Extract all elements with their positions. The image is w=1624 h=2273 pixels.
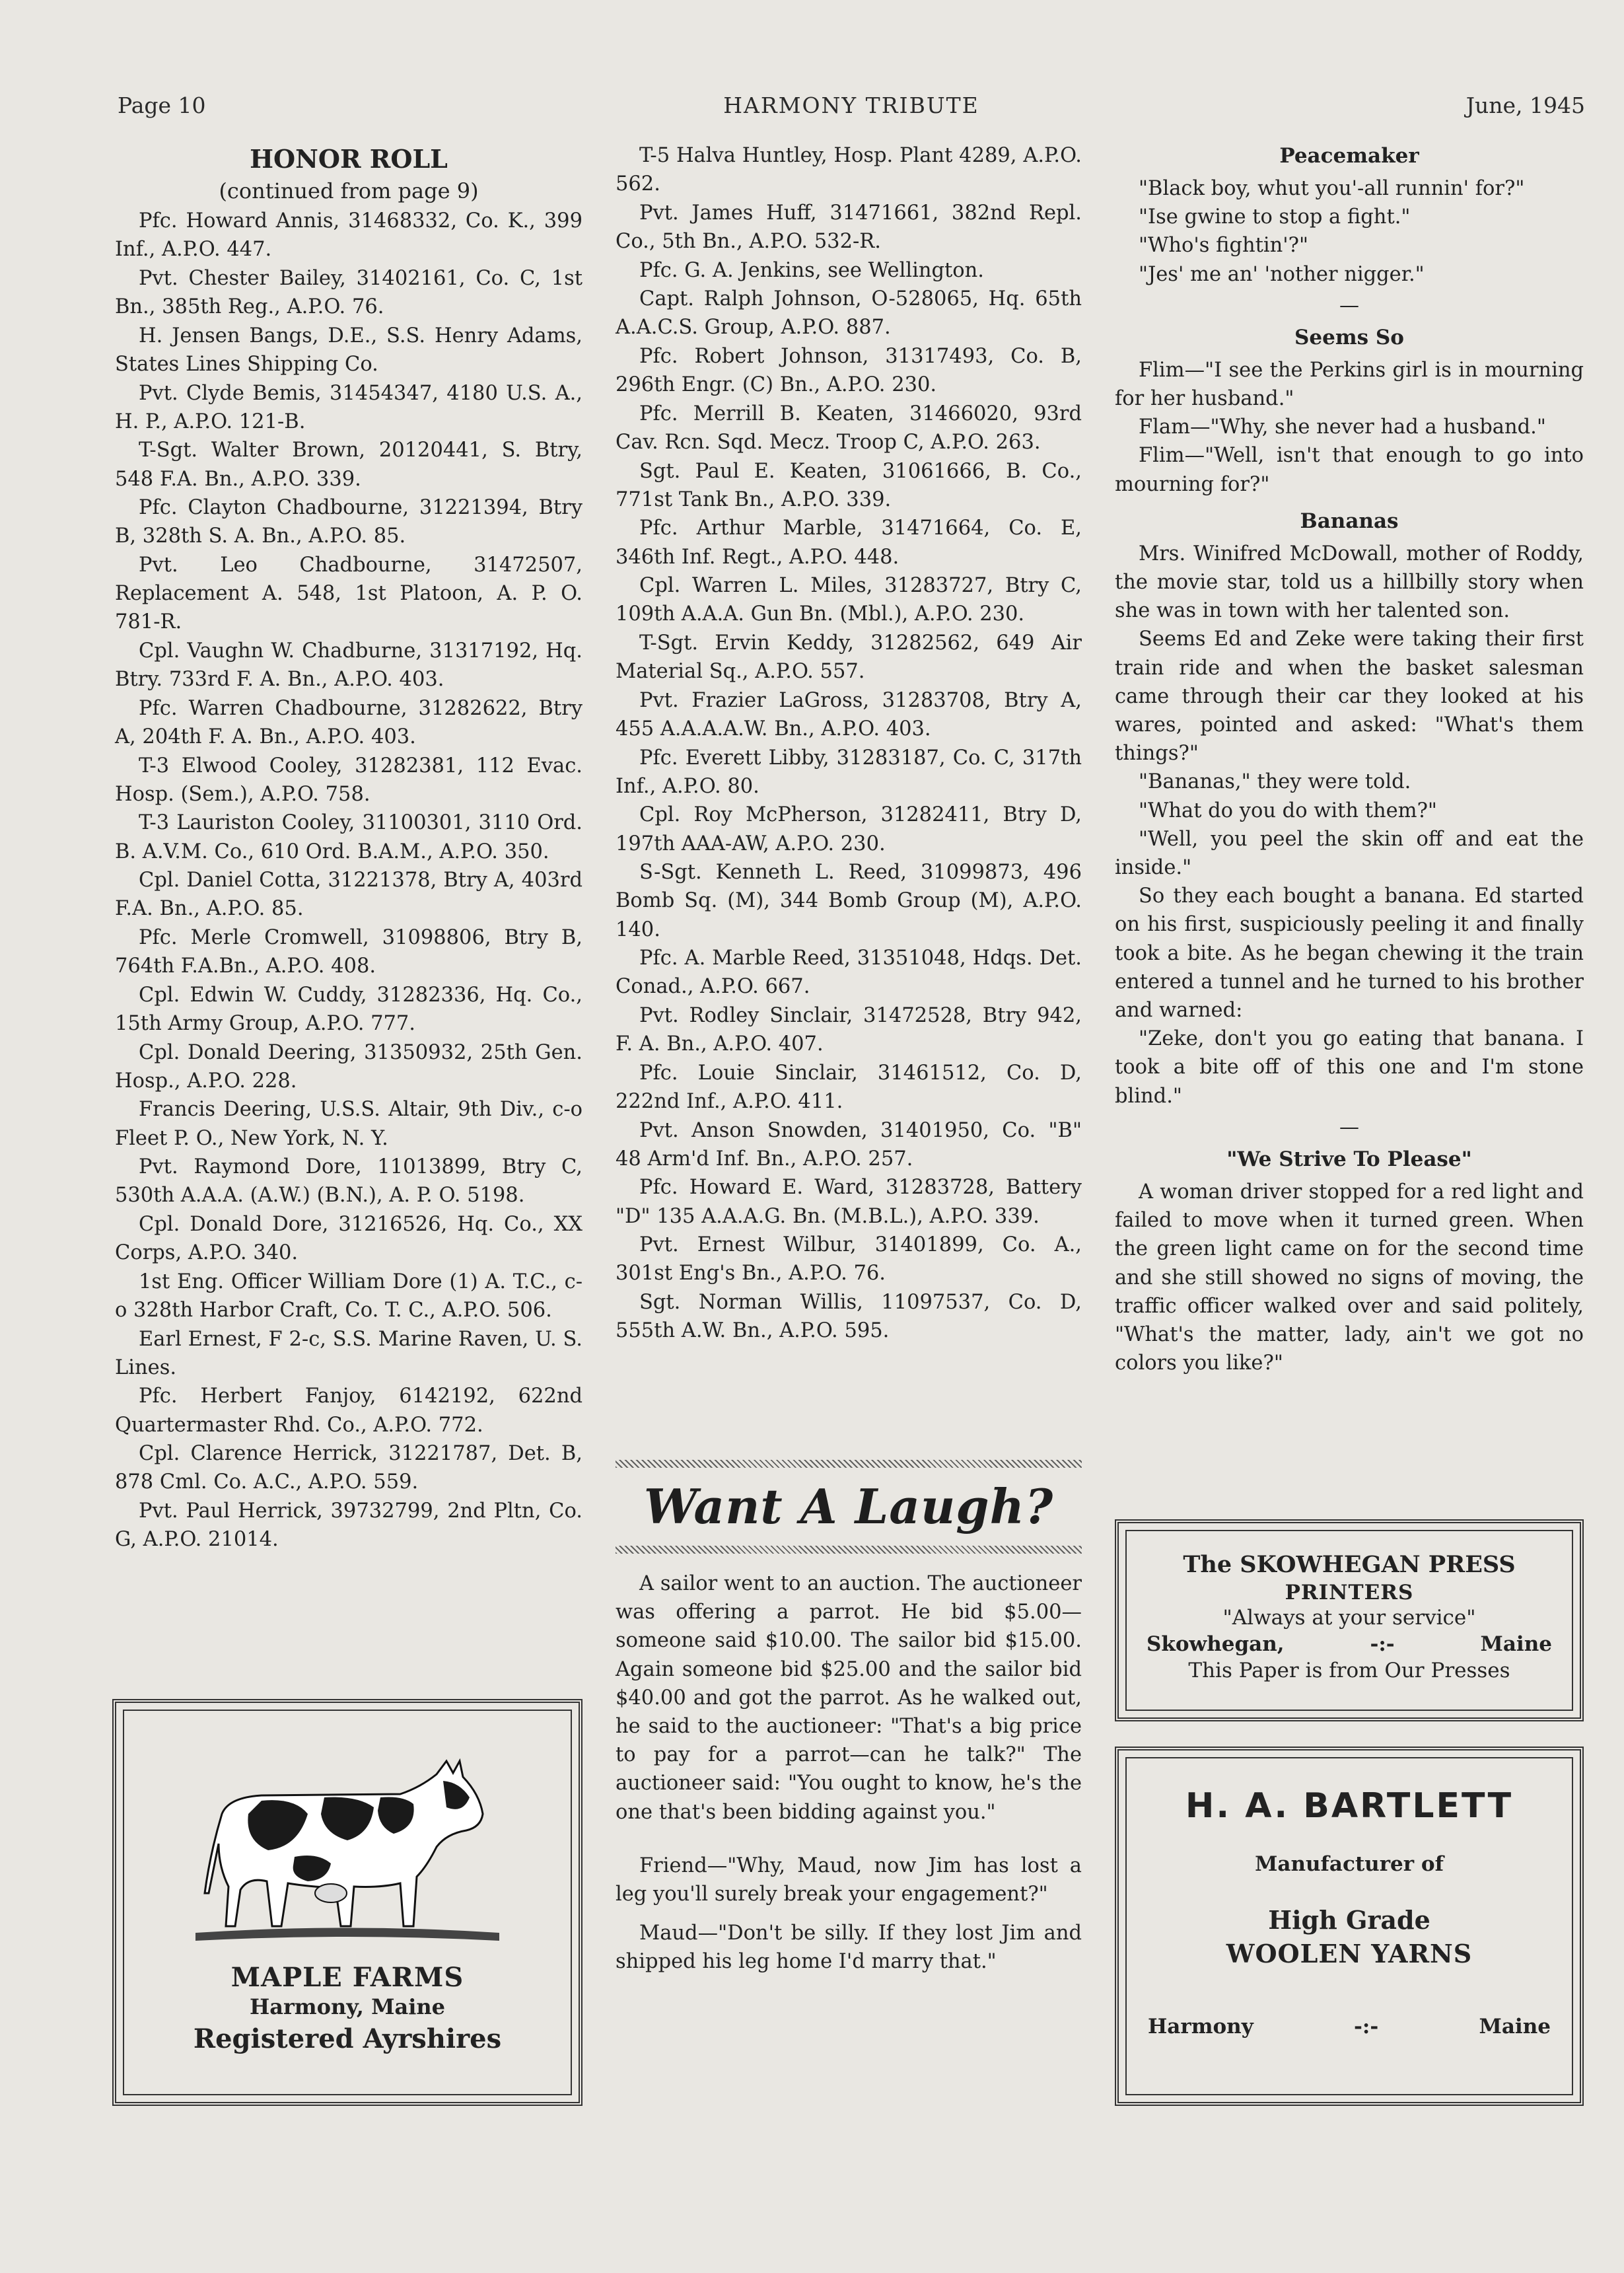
honor-roll-entry: Pvt. Clyde Bemis, 31454347, 4180 U.S. A., H. P., A.P.O. 121-B. bbox=[115, 381, 583, 433]
honor-roll-entry: Pvt. Chester Bailey, 31402161, Co. C, 1st Bn., 385th Reg., A.P.O. 76. bbox=[115, 267, 583, 319]
cow-illustration bbox=[182, 1735, 512, 1953]
honor-roll-entry: T-Sgt. Walter Brown, 20120441, S. Btry, 548 F.A. Bn., A.P.O. 339. bbox=[115, 439, 583, 491]
honor-roll-entry: Pfc. Merrill B. Keaten, 31466020, 93rd Cav. Rcn. Sqd. Mecz. Troop C, A.P.O. 263. bbox=[616, 402, 1082, 454]
honor-roll-entry: Cpl. Warren L. Miles, 31283727, Btry C, 109th A.A.A. Gun Bn. (Mbl.), A.P.O. 230. bbox=[616, 574, 1082, 626]
bartlett-mfr: Manufacturer of bbox=[1255, 1852, 1444, 1876]
press-note: This Paper is from Our Presses bbox=[1188, 1659, 1510, 1682]
honor-roll-entry: T-3 Lauriston Cooley, 31100301, 3110 Ord. B. A.V.M. Co., 610 Ord. B.A.M., A.P.O. 350. bbox=[115, 811, 583, 863]
honor-roll-entry: Cpl. Vaughn W. Chadburne, 31317192, Hq. Btry. 733rd F. A. Bn., A.P.O. 403. bbox=[115, 639, 583, 692]
bartlett-address bbox=[1127, 2015, 1572, 2038]
honor-roll-entry: Pvt. Rodley Sinclair, 31472528, Btry 942, F. A. Bn., A.P.O. 407. bbox=[616, 1003, 1082, 1056]
peacemaker-line: "Ise gwine to stop a fight." bbox=[1139, 205, 1411, 229]
section-separator: — bbox=[1339, 293, 1359, 317]
honor-roll-entry: Pfc. Arthur Marble, 31471664, Co. E, 346th Inf. Regt., A.P.O. 448. bbox=[616, 517, 1082, 569]
honor-roll-entry: Pfc. Merle Cromwell, 31098806, Btry B, 764th F.A.Bn., A.P.O. 408. bbox=[115, 925, 583, 978]
honor-roll-entry: Capt. Ralph Johnson, O-528065, Hq. 65th A.A.C.S. Group, A.P.O. 887. bbox=[616, 287, 1082, 340]
paper-title: HARMONY TRIBUTE bbox=[723, 92, 979, 118]
honor-roll-entry: Pfc. Howard E. Ward, 31283728, Battery "D" 135 A.A.A.G. Bn. (M.B.L.), A.P.O. 339. bbox=[616, 1176, 1082, 1228]
want-a-laugh-title: Want A Laugh? bbox=[643, 1478, 1054, 1534]
peacemaker-line: "Jes' me an' 'nother nigger." bbox=[1139, 262, 1425, 286]
maple-farms-ad bbox=[112, 1699, 583, 2106]
honor-roll-entry: Pfc. Everett Libby, 31283187, Co. C, 317th Inf., A.P.O. 80. bbox=[616, 746, 1082, 798]
running-head bbox=[118, 92, 1585, 132]
honor-roll-column-1 bbox=[115, 141, 583, 1554]
honor-roll-list-2 bbox=[616, 141, 1082, 1345]
bananas-line: "Bananas," they were told. bbox=[1139, 770, 1411, 794]
section-separator: — bbox=[1339, 1115, 1359, 1139]
honor-roll-title: HONOR ROLL bbox=[250, 144, 448, 174]
laugh-paragraph-3: Maud—"Don't be silly. If they lost Jim and shipped his leg home I'd marry that." bbox=[616, 1922, 1082, 1974]
press-address bbox=[1127, 1632, 1572, 1656]
bartlett-grade: High Grade bbox=[1268, 1905, 1430, 1935]
bananas-line: "Zeke, don't you go eating that banana. I took a bite off of this one and I'm stone blind." bbox=[1115, 1027, 1584, 1108]
issue-date: June, 1945 bbox=[1465, 92, 1585, 118]
honor-roll-entry: Pfc. A. Marble Reed, 31351048, Hdqs. Det. Conad., A.P.O. 667. bbox=[616, 947, 1082, 999]
press-name: The SKOWHEGAN PRESS bbox=[1183, 1551, 1516, 1578]
honor-roll-entry: 1st Eng. Officer William Dore (1) A. T.C., c-o 328th Harbor Craft, Co. T. C., A.P.O. 506. bbox=[115, 1270, 583, 1322]
bartlett-name: H. A. BARTLETT bbox=[1185, 1786, 1514, 1826]
bananas-line: Mrs. Winifred McDowall, mother of Roddy, the movie star, told us a hillbilly story when she was in town with her talented son. bbox=[1115, 542, 1584, 623]
peacemaker-lines bbox=[1115, 174, 1584, 289]
honor-roll-entry: Cpl. Roy McPherson, 31282411, Btry D, 197th AAA-AW, A.P.O. 230. bbox=[616, 803, 1082, 855]
maple-farms-tagline: Registered Ayrshires bbox=[193, 2023, 502, 2054]
press-sub: PRINTERS bbox=[1285, 1581, 1414, 1605]
peacemaker-line: "Who's fightin'?" bbox=[1139, 234, 1309, 258]
bananas-line: "Well, you peel the skin off and eat the inside." bbox=[1115, 827, 1584, 880]
honor-roll-entry: Pfc. Clayton Chadbourne, 31221394, Btry B, 328th S. A. Bn., A.P.O. 85. bbox=[115, 496, 583, 548]
strive-line: A woman driver stopped for a red light and failed to move when it turned green. When the green light came on for the second time and she still showed no signs of moving, the traffic officer walked over and said politely, "What's the matter, lady, ain't we got no colors you like?" bbox=[1115, 1180, 1584, 1375]
honor-roll-entry: Pfc. Robert Johnson, 31317493, Co. B, 296th Engr. (C) Bn., A.P.O. 230. bbox=[616, 344, 1082, 397]
laugh-text bbox=[616, 1569, 1082, 1976]
maple-farms-location: Harmony, Maine bbox=[249, 1994, 446, 2019]
honor-roll-entry: Sgt. Paul E. Keaten, 31061666, B. Co., 771st Tank Bn., A.P.O. 339. bbox=[616, 459, 1082, 511]
wavy-rule-top bbox=[616, 1460, 1082, 1468]
honor-roll-entry: Pfc. Herbert Fanjoy, 6142192, 622nd Quartermaster Rhd. Co., A.P.O. 772. bbox=[115, 1385, 583, 1437]
honor-roll-entry: Cpl. Clarence Herrick, 31221787, Det. B, 878 Cml. Co. A.C., A.P.O. 559. bbox=[115, 1442, 583, 1494]
wavy-rule-bottom bbox=[616, 1546, 1082, 1554]
honor-roll-entry: Pfc. Warren Chadbourne, 31282622, Btry A, 204th F. A. Bn., A.P.O. 403. bbox=[115, 696, 583, 748]
seems-so-title: Seems So bbox=[1294, 325, 1404, 349]
bartlett-town: Harmony bbox=[1148, 2015, 1253, 2038]
honor-roll-entry: Pvt. Leo Chadbourne, 31472507, Replacement A. 548, 1st Platoon, A. P. O. 781-R. bbox=[115, 553, 583, 634]
honor-roll-entry: Pvt. Raymond Dore, 11013899, Btry C, 530th A.A.A. (A.W.) (B.N.), A. P. O. 5198. bbox=[115, 1155, 583, 1208]
honor-roll-entry: Cpl. Edwin W. Cuddy, 31282336, Hq. Co., 15th Army Group, A.P.O. 777. bbox=[115, 983, 583, 1035]
honor-roll-entry: Pfc. Howard Annis, 31468332, Co. K., 399 Inf., A.P.O. 447. bbox=[115, 209, 583, 262]
press-sep: -:- bbox=[1370, 1632, 1395, 1656]
seems-so-line: Flim—"I see the Perkins girl is in mourning for her husband." bbox=[1115, 358, 1584, 411]
honor-roll-entry: T-Sgt. Ervin Keddy, 31282562, 649 Air Material Sq., A.P.O. 557. bbox=[616, 631, 1082, 684]
laugh-paragraph-1: A sailor went to an auction. The auctioneer was offering a parrot. He bid $5.00—someone said $10.00. The sailor bid $15.00. Again someone bid $25.00 and the sailor bid $40.00 and got the parrot. As he walked out, he said to the auctioneer: "That's a big price to pay for a parrot—can he talk?" The auctioneer said: "You ought to know, he's the one that's been bidding against you." bbox=[616, 1572, 1082, 1824]
laugh-paragraph-2: Friend—"Why, Maud, now Jim has lost a leg you'll surely break your engagement?" bbox=[616, 1854, 1082, 1906]
honor-roll-entry: Pfc. G. A. Jenkins, see Wellington. bbox=[639, 258, 984, 282]
press-state: Maine bbox=[1480, 1632, 1552, 1656]
page-number: Page 10 bbox=[118, 92, 206, 118]
honor-roll-entry: Pvt. James Huff, 31471661, 382nd Repl. Co., 5th Bn., A.P.O. 532-R. bbox=[616, 201, 1082, 253]
peacemaker-title: Peacemaker bbox=[1279, 144, 1419, 168]
honor-roll-entry: Francis Deering, U.S.S. Altair, 9th Div., c-o Fleet P. O., New York, N. Y. bbox=[115, 1098, 583, 1150]
seems-so-line: Flim—"Well, isn't that enough to go into mourning for?" bbox=[1115, 444, 1584, 496]
honor-roll-entry: S-Sgt. Kenneth L. Reed, 31099873, 496 Bomb Sq. (M), 344 Bomb Group (M), A.P.O. 140. bbox=[616, 861, 1082, 941]
bananas-line: So they each bought a banana. Ed started on his first, suspiciously peeling it and finally took a bite. As he began chewing it the train entered a tunnel and he turned to his brother and warned: bbox=[1115, 884, 1584, 1023]
honor-roll-entry: Cpl. Daniel Cotta, 31221378, Btry A, 403rd F.A. Bn., A.P.O. 85. bbox=[115, 869, 583, 921]
bananas-title: Bananas bbox=[1300, 509, 1399, 533]
honor-roll-entry: Pvt. Frazier LaGross, 31283708, Btry A, 455 A.A.A.A.W. Bn., A.P.O. 403. bbox=[616, 688, 1082, 740]
honor-roll-entry: Earl Ernest, F 2-c, S.S. Marine Raven, U. S. Lines. bbox=[115, 1327, 583, 1379]
peacemaker-line: "Black boy, whut you'-all runnin' for?" bbox=[1139, 177, 1525, 200]
honor-roll-entry: H. Jensen Bangs, D.E., S.S. Henry Adams, States Lines Shipping Co. bbox=[115, 324, 583, 376]
bartlett-state: Maine bbox=[1479, 2015, 1551, 2038]
skowhegan-press-ad bbox=[1115, 1519, 1584, 1721]
honor-roll-entry: Pvt. Anson Snowden, 31401950, Co. "B" 48 Arm'd Inf. Bn., A.P.O. 257. bbox=[616, 1118, 1082, 1171]
press-town: Skowhegan, bbox=[1147, 1632, 1285, 1656]
honor-roll-entry: Pvt. Paul Herrick, 39732799, 2nd Pltn, Co. G, A.P.O. 21014. bbox=[115, 1499, 583, 1552]
press-slogan: "Always at your service" bbox=[1222, 1606, 1476, 1630]
honor-roll-entry: Cpl. Donald Dore, 31216526, Hq. Co., XX Corps, A.P.O. 340. bbox=[115, 1212, 583, 1265]
honor-roll-entry: T-5 Halva Huntley, Hosp. Plant 4289, A.P.O. 562. bbox=[616, 144, 1082, 196]
honor-roll-subtitle: (continued from page 9) bbox=[219, 178, 479, 203]
honor-roll-entry: Pfc. Louie Sinclair, 31461512, Co. D, 222nd Inf., A.P.O. 411. bbox=[616, 1061, 1082, 1113]
strive-title: "We Strive To Please" bbox=[1226, 1147, 1472, 1171]
bartlett-sep: -:- bbox=[1354, 2015, 1379, 2038]
honor-roll-entry: Cpl. Donald Deering, 31350932, 25th Gen. Hosp., A.P.O. 228. bbox=[115, 1040, 583, 1093]
bananas-line: "What do you do with them?" bbox=[1139, 799, 1437, 822]
honor-roll-entry: T-3 Elwood Cooley, 31282381, 112 Evac. Hosp. (Sem.), A.P.O. 758. bbox=[115, 754, 583, 806]
bartlett-ad bbox=[1115, 1747, 1584, 2106]
honor-roll-list-1 bbox=[115, 207, 583, 1554]
honor-roll-entry: Sgt. Norman Willis, 11097537, Co. D, 555th A.W. Bn., A.P.O. 595. bbox=[616, 1290, 1082, 1343]
seems-so-line: Flam—"Why, she never had a husband." bbox=[1139, 415, 1546, 439]
honor-roll-entry: Pvt. Ernest Wilbur, 31401899, Co. A., 301st Eng's Bn., A.P.O. 76. bbox=[616, 1233, 1082, 1285]
jokes-column bbox=[1115, 141, 1584, 1377]
bartlett-yarn: WOOLEN YARNS bbox=[1226, 1939, 1473, 1968]
bananas-line: Seems Ed and Zeke were taking their first train ride and when the basket salesman came through their car they looked at his wares, pointed and asked: "What's them things?" bbox=[1115, 628, 1584, 766]
honor-roll-column-2 bbox=[616, 141, 1082, 1346]
maple-farms-name: MAPLE FARMS bbox=[230, 1962, 464, 1993]
want-a-laugh-section bbox=[616, 1460, 1082, 1987]
